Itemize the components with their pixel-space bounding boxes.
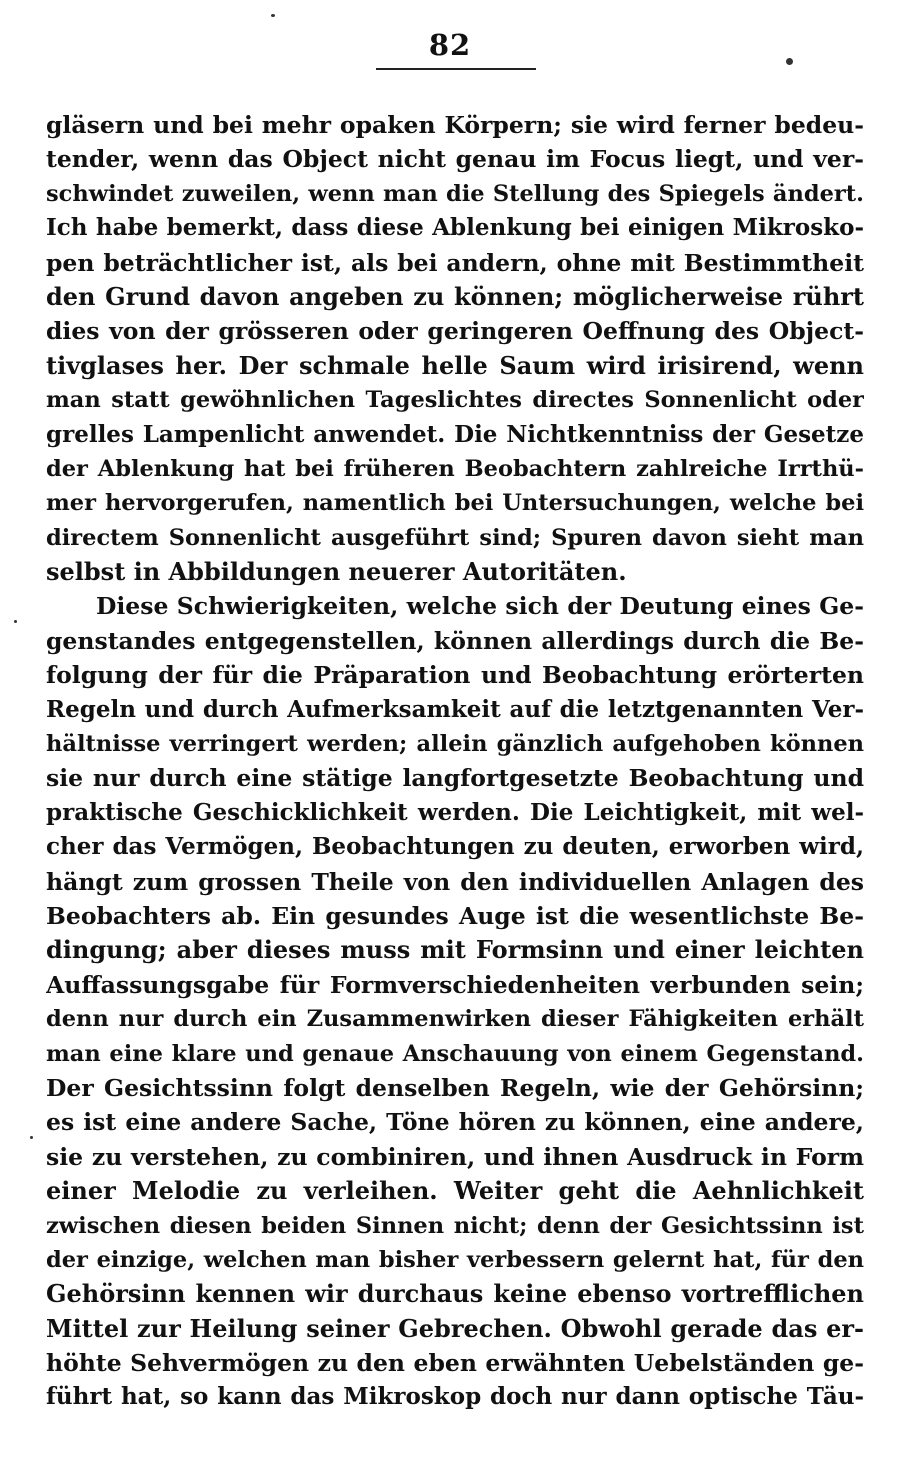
text-line: Beobachters ab. Ein gesundes Auge ist die wesentlichste Be- bbox=[46, 901, 864, 930]
text-line: einer Melodie zu verleihen. Weiter geht die Aehnlichkeit bbox=[46, 1176, 864, 1206]
text-line: pen beträchtlicher ist, als bei andern, ohne mit Bestimmtheit bbox=[46, 248, 864, 277]
text-line: Der Gesichtssinn folgt denselben Regeln, wie der Gehörsinn; bbox=[46, 1073, 864, 1102]
text-line: dies von der grösseren oder geringeren Oeffnung des Object- bbox=[46, 317, 864, 346]
body-text bbox=[46, 108, 864, 1415]
text-line: genstandes entgegenstellen, können allerdings durch die Be- bbox=[46, 626, 864, 655]
print-speck bbox=[271, 14, 275, 17]
text-line: Regeln und durch Aufmerksamkeit auf die letztgenannten Ver- bbox=[46, 695, 864, 723]
print-speck bbox=[14, 620, 17, 623]
text-line: man eine klare und genaue Anschauung von einem Gegenstand. bbox=[46, 1040, 864, 1067]
paragraph-last-line: selbst in Abbildungen neuerer Autoritäten. bbox=[46, 557, 627, 587]
text-line: praktische Geschicklichkeit werden. Die Leichtigkeit, mit wel- bbox=[46, 798, 864, 826]
text-line: hältnisse verringert werden; allein gänzlich aufgehoben können bbox=[46, 731, 864, 758]
text-line: führt hat, so kann das Mikroskop doch nur dann optische Täu- bbox=[46, 1383, 864, 1411]
page-number: 82 bbox=[428, 28, 472, 62]
text-line: Gehörsinn kennen wir durchaus keine ebenso vortrefflichen bbox=[46, 1279, 864, 1309]
text-line: zwischen diesen beiden Sinnen nicht; denn der Gesichtssinn ist bbox=[46, 1212, 864, 1239]
print-speck bbox=[786, 58, 793, 65]
text-line: directem Sonnenlicht ausgeführt sind; Spuren davon sieht man bbox=[46, 524, 864, 551]
text-line: tender, wenn das Object nicht genau im Focus liegt, und ver- bbox=[46, 145, 864, 174]
text-line: folgung der für die Präparation und Beobachtung erörterten bbox=[46, 661, 864, 690]
text-line: den Grund davon angeben zu können; möglicherweise rührt bbox=[46, 281, 864, 311]
text-line: grelles Lampenlicht anwendet. Die Nichtkenntniss der Gesetze bbox=[46, 420, 864, 448]
print-speck bbox=[30, 1136, 33, 1139]
paragraph-first-line: Diese Schwierigkeiten, welche sich der Deutung eines Ge- bbox=[96, 592, 864, 621]
text-line: höhte Sehvermögen zu den eben erwähnten Uebelständen ge- bbox=[46, 1349, 864, 1378]
text-line: Mittel zur Heilung seiner Gebrechen. Obwohl gerade das er- bbox=[46, 1313, 864, 1343]
text-line: dingung; aber dieses muss mit Formsinn und einer leichten bbox=[46, 935, 864, 965]
text-line: Auffassungsgabe für Formverschiedenheiten verbunden sein; bbox=[46, 970, 864, 999]
text-line: der Ablenkung hat bei früheren Beobachtern zahlreiche Irrthü- bbox=[46, 455, 864, 482]
text-line: denn nur durch ein Zusammenwirken dieser Fähigkeiten erhält bbox=[46, 1006, 864, 1033]
text-line: sie nur durch eine stätige langfortgesetzte Beobachtung und bbox=[46, 764, 864, 793]
text-line: Ich habe bemerkt, dass diese Ablenkung bei einigen Mikrosko- bbox=[46, 214, 864, 242]
text-line: gläsern und bei mehr opaken Körpern; sie wird ferner bedeu- bbox=[46, 111, 864, 139]
text-line: der einzige, welchen man bisher verbessern gelernt hat, für den bbox=[46, 1246, 864, 1273]
text-line: cher das Vermögen, Beobachtungen zu deuten, erworben wird, bbox=[46, 833, 864, 861]
text-line: sie zu verstehen, zu combiniren, und ihnen Ausdruck in Form bbox=[46, 1142, 864, 1171]
text-line: man statt gewöhnlichen Tageslichtes directes Sonnenlicht oder bbox=[46, 387, 864, 414]
text-line: tivglases her. Der schmale helle Saum wird irisirend, wenn bbox=[46, 350, 864, 380]
text-line: mer hervorgerufen, namentlich bei Untersuchungen, welche bei bbox=[46, 490, 864, 517]
text-line: es ist eine andere Sache, Töne hören zu können, eine andere, bbox=[46, 1108, 864, 1137]
header-rule bbox=[376, 68, 536, 70]
text-line: schwindet zuweilen, wenn man die Stellung des Spiegels ändert. bbox=[46, 180, 864, 207]
text-line: hängt zum grossen Theile von den individuellen Anlagen des bbox=[46, 867, 864, 896]
